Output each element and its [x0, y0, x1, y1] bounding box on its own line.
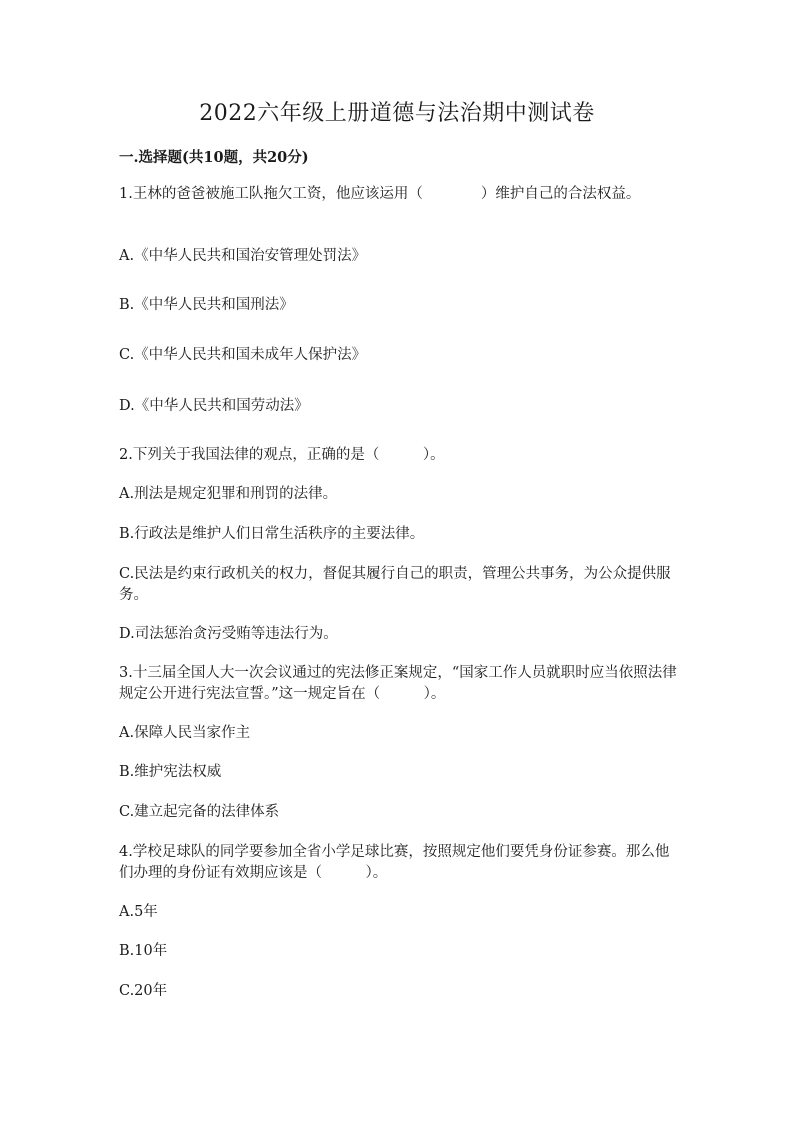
- question-2-option-b: B.行政法是维护人们日常生活秩序的主要法律。: [119, 526, 425, 542]
- question-3-option-a: A.保障人民当家作主: [119, 725, 251, 741]
- question-4-option-a: A.5年: [119, 904, 158, 920]
- question-4-option-c: C.20年: [119, 983, 168, 999]
- question-1-option-c: C.《中华人民共和国未成年人保护法》: [119, 347, 367, 363]
- question-2-stem: 2.下列关于我国法律的观点，正确的是（ ）。: [119, 447, 445, 463]
- question-3-option-b: B.维护宪法权威: [119, 764, 222, 780]
- question-1-stem: 1.王林的爸爸被施工队拖欠工资，他应该运用（ ）维护自己的合法权益。: [119, 186, 641, 202]
- question-2-option-c: C.民法是约束行政机关的权力，督促其履行自己的职责，管理公共事务，为公众提供服务。: [119, 566, 671, 603]
- exam-title: 2022六年级上册道德与法治期中测试卷: [199, 101, 595, 126]
- question-4-stem: 4.学校足球队的同学要参加全省小学足球比赛，按照规定他们要凭身份证参赛。那么他们办理的身份证有效期应该是（ ）。: [119, 844, 670, 881]
- question-2-option-a: A.刑法是规定犯罪和刑罚的法律。: [119, 486, 338, 502]
- question-4-option-b: B.10年: [119, 943, 168, 959]
- question-1-option-a: A.《中华人民共和国治安管理处罚法》: [119, 248, 367, 264]
- question-1-option-b: B.《中华人民共和国刑法》: [119, 297, 294, 313]
- section-heading: 一.选择题(共10题，共20分): [119, 149, 309, 166]
- question-3-stem: 3.十三届全国人大一次会议通过的宪法修正案规定，“国家工作人员就职时应当依照法律规定公开进行宪法宣誓。”这一规定旨在（ ）。: [119, 665, 677, 702]
- question-2-option-d: D.司法惩治贪污受贿等违法行为。: [119, 626, 338, 642]
- question-1-option-d: D.《中华人民共和国劳动法》: [119, 398, 309, 414]
- question-3-option-c: C.建立起完备的法律体系: [119, 804, 280, 820]
